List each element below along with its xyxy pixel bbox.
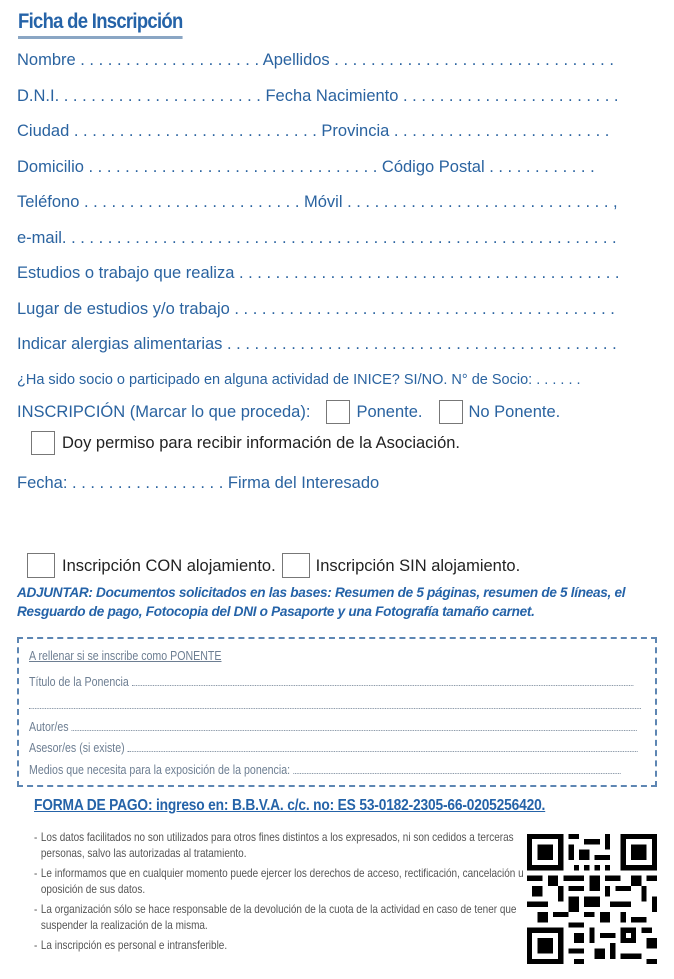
forma-de-pago: FORMA DE PAGO: ingreso en: B.B.V.A. c/c. no: ES 53-0182-2305-66-0205256420.: [34, 797, 546, 814]
legal-item: - La organización sólo se hace responsable de la devolución de la cuota de la actividad en caso de tener que suspender la realización de la misma.: [34, 903, 517, 932]
titulo-dotted-line: [132, 674, 634, 686]
checkbox-no-ponente[interactable]: [439, 400, 463, 424]
inscripcion-label: INSCRIPCIÓN (Marcar lo que proceda):: [17, 403, 311, 421]
field-nombre-apellidos[interactable]: Nombre . . . . . . . . . . . . . . . . . . . . Apellidos . . . . . . . . . . . . . . . . . . . . . . . . . . . . . . .: [17, 51, 614, 69]
legal-text: La inscripción es personal e intransferible.: [40, 939, 228, 952]
page-title: Ficha de Inscripción: [18, 10, 183, 39]
permiso-label: Doy permiso para recibir información de la Asociación.: [62, 434, 461, 452]
no-ponente-label: No Ponente.: [468, 403, 561, 421]
legal-text: Le informamos que en cualquier momento puede ejercer los derechos de acceso, rectificación, cancelación u oposición de sus datos.: [40, 867, 524, 896]
ponente-heading: A rellenar si se inscribe como PONENTE: [29, 649, 222, 663]
field-lugar-estudios[interactable]: Lugar de estudios y/o trabajo . . . . . . . . . . . . . . . . . . . . . . . . . . . . . . . . . . . . . . . . . .: [17, 300, 615, 318]
ponente-label: Ponente.: [356, 403, 423, 421]
field-asesores[interactable]: [29, 740, 638, 756]
checkbox-sin-alojamiento[interactable]: [282, 553, 310, 578]
field-alergias[interactable]: Indicar alergias alimentarias . . . . . . . . . . . . . . . . . . . . . . . . . . . . . . . . . . . . . . . . . . .: [17, 335, 617, 353]
con-alojamiento-label: Inscripción CON alojamiento.: [62, 556, 276, 575]
legal-notes: [34, 830, 534, 959]
sin-alojamiento-label: Inscripción SIN alojamiento.: [315, 556, 521, 575]
permiso-row: [31, 431, 460, 455]
field-email[interactable]: e-mail. . . . . . . . . . . . . . . . . . . . . . . . . . . . . . . . . . . . . . . . . . . . . . . . . . . . . . . . . . . . .: [17, 229, 617, 247]
field-dni-fecha-nacimiento[interactable]: D.N.I. . . . . . . . . . . . . . . . . . . . . . . Fecha Nacimiento . . . . . . . . . . . . . . . . . . . . . . . .: [17, 87, 619, 105]
legal-item: - La inscripción es personal e intransferible.: [34, 939, 228, 952]
inscripcion-row: [17, 400, 560, 424]
legal-text: Los datos facilitados no son utilizados para otros fines distintos a los expresados, ni son cedidos a terceras personas, salvo las autorizadas al tratamiento.: [40, 831, 514, 860]
field-telefono-movil[interactable]: Teléfono . . . . . . . . . . . . . . . . . . . . . . . . Móvil . . . . . . . . . . . . . . . . . . . . . . . . . . . . . ,: [17, 193, 618, 211]
checkbox-con-alojamiento[interactable]: [27, 553, 55, 578]
legal-text: La organización sólo se hace responsable de la devolución de la cuota de la actividad en caso de tener que suspender la realización de la misma.: [40, 903, 517, 932]
autores-dotted-line: [72, 719, 637, 731]
field-domicilio-codigo-postal[interactable]: Domicilio . . . . . . . . . . . . . . . . . . . . . . . . . . . . . . . . Código Postal . . . . . . . . . . . .: [17, 158, 595, 176]
checkbox-ponente[interactable]: [326, 400, 350, 424]
asesores-label: Asesor/es (si existe): [29, 741, 125, 755]
checkbox-permiso[interactable]: [31, 431, 55, 455]
legal-item: - Le informamos que en cualquier momento puede ejercer los derechos de acceso, rectificación, cancelación u oposición de sus datos.: [34, 867, 524, 896]
legal-item: - Los datos facilitados no son utilizados para otros fines distintos a los expresados, ni son cedidos a terceras personas, salvo las autorizadas al tratamiento.: [34, 831, 514, 860]
medios-dotted-line: [293, 762, 620, 774]
field-socio[interactable]: ¿Ha sido socio o participado en alguna actividad de INICE? SI/NO. N° de Socio: . . . . . .: [17, 372, 581, 388]
field-estudios[interactable]: Estudios o trabajo que realiza . . . . . . . . . . . . . . . . . . . . . . . . . . . . . . . . . . . . . . . . . .: [17, 264, 620, 282]
adjuntar-note: ADJUNTAR: Documentos solicitados en las bases: Resumen de 5 páginas, resumen de 5 líneas, el Resguardo de pago, Fotocopia del DNI o Pasaporte y una Fotografía tamaño carnet.: [17, 585, 626, 619]
field-ciudad-provincia[interactable]: Ciudad . . . . . . . . . . . . . . . . . . . . . . . . . . . Provincia . . . . . . . . . . . . . . . . . . . . . . . .: [17, 122, 610, 140]
field-medios[interactable]: [29, 762, 620, 778]
field-autores[interactable]: [29, 719, 637, 735]
field-fecha-firma[interactable]: Fecha: . . . . . . . . . . . . . . . . . Firma del Interesado: [17, 474, 380, 492]
asesores-dotted-line: [128, 740, 638, 752]
qr-code-icon: [527, 834, 657, 964]
autores-label: Autor/es: [29, 720, 69, 734]
ponente-section: [17, 637, 657, 787]
titulo-continuation-line[interactable]: [29, 697, 641, 713]
field-titulo-ponencia[interactable]: [29, 674, 641, 690]
titulo-dotted-line-2: [29, 697, 641, 709]
medios-label: Medios que necesita para la exposición de la ponencia:: [29, 763, 291, 777]
alojamiento-row: [27, 553, 520, 578]
titulo-label: Título de la Ponencia: [29, 675, 129, 689]
